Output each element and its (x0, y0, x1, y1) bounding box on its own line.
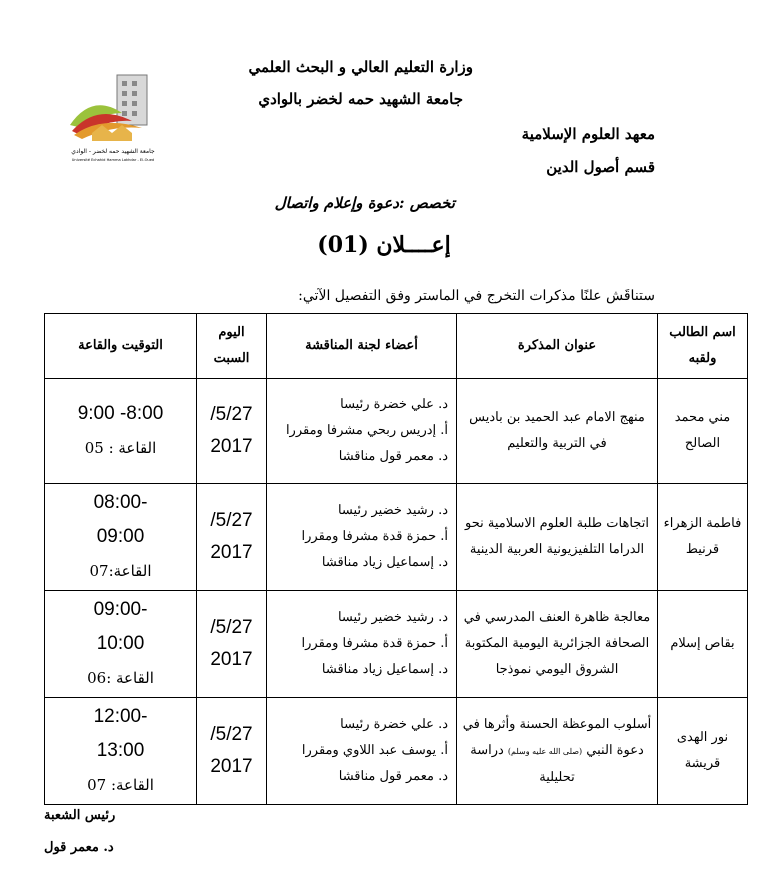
jury-members (267, 379, 457, 484)
time-and-room (45, 698, 197, 805)
university-logo-graphic (62, 73, 164, 168)
signature-name: د. معمر قول (44, 840, 114, 855)
jury-examiner: د. معمر قول مناقشا (338, 449, 448, 464)
student-name: فاطمة الزهراء قرنيط (658, 484, 748, 591)
time-end: 10:00 (96, 633, 145, 654)
date-day-month: /5/27 (210, 617, 253, 638)
header-student: اسم الطالب ولقبه (658, 314, 748, 379)
header-day-label: اليوم (218, 325, 245, 340)
student-name: نور الهدى قريشة (658, 698, 748, 805)
date-day-month: /5/27 (210, 510, 253, 531)
jury-supervisor: أ. حمزة قدة مشرفا ومقررا (301, 636, 448, 651)
signature-role: رئيس الشعبة (44, 808, 116, 823)
header-time: التوقيت والقاعة (45, 314, 197, 379)
thesis-title: اتجاهات طلبة العلوم الاسلامية نحو الدراما التلفيزيونية العربية الدينية (457, 484, 658, 591)
jury-members (267, 698, 457, 805)
jury-members (267, 484, 457, 591)
room: القاعة :06 (87, 669, 154, 687)
time-end: 13:00 (96, 740, 145, 761)
student-name: بقاص إسلام (658, 591, 748, 698)
date-day-month: /5/27 (210, 724, 253, 745)
time-range: 9:00 -8:00 (77, 403, 164, 424)
announcement-title: إعــــلان (01) (317, 232, 451, 258)
jury-examiner: د. إسماعيل زياد مناقشا (321, 555, 448, 570)
table-header-row (45, 314, 748, 379)
jury-supervisor: أ. يوسف عبد اللاوي ومقررا (301, 743, 448, 758)
date-year: 2017 (210, 756, 253, 777)
announcement-intro: ستناقَش علنًا مذكرات التخرج في الماستر وفق التفصيل الآتي: (298, 288, 655, 304)
defense-date (197, 591, 267, 698)
defense-schedule-table (44, 313, 748, 805)
student-name: مني محمد الصالح (658, 379, 748, 484)
date-year: 2017 (210, 542, 253, 563)
specialty: تخصص :دعوة وإعلام واتصال (274, 194, 455, 212)
date-year: 2017 (210, 436, 253, 457)
jury-president: د. علي خضرة رئيسا (340, 397, 448, 412)
jury-supervisor: أ. حمزة قدة مشرفا ومقررا (301, 529, 448, 544)
jury-president: د. رشيد خضير رئيسا (337, 610, 448, 625)
thesis-title-part2: دراسة تحليلية (470, 742, 575, 785)
room: القاعة: 07 (87, 776, 154, 794)
header-day (197, 314, 267, 379)
table-row (45, 698, 748, 805)
thesis-title-part1: أسلوب الموعظة الحسنة وأثرها في دعوة النبي (462, 716, 652, 758)
thesis-title: معالجة ظاهرة العنف المدرسي في الصحافة الجزائرية اليومية المكتوبة الشروق اليومي نموذجا (457, 591, 658, 698)
jury-members (267, 591, 457, 698)
defense-date (197, 379, 267, 484)
time-and-room (45, 379, 197, 484)
date-day-month: /5/27 (210, 404, 253, 425)
time-start: -09:00 (93, 599, 148, 620)
table-row (45, 484, 748, 591)
header-thesis: عنوان المذكرة (457, 314, 658, 379)
room: القاعة : 05 (84, 439, 157, 457)
jury-examiner: د. إسماعيل زياد مناقشا (321, 662, 448, 677)
room: القاعة:07 (89, 562, 152, 580)
institute-name: معهد العلوم الإسلامية (521, 125, 655, 143)
logo-caption-fr: Université Echahid Hamma Lakhdar - El-Oued (71, 158, 155, 162)
university-logo (62, 73, 164, 168)
time-start: -08:00 (93, 492, 148, 513)
university-name: جامعة الشهيد حمه لخضر بالوادي (258, 90, 463, 108)
jury-supervisor: أ. إدريس ربحي مشرفا ومقررا (285, 423, 448, 438)
logo-caption-ar: جامعة الشهيد حمه لخضر - الوادي (71, 148, 155, 155)
thesis-title (457, 698, 658, 805)
thesis-salutation: (صلى الله عليه وسلم) (507, 746, 583, 756)
header-day-name: السبت (213, 351, 250, 366)
defense-date (197, 698, 267, 805)
department-name: قسم أصول الدين (546, 158, 655, 176)
table-row (45, 379, 748, 484)
jury-president: د. رشيد خضير رئيسا (337, 503, 448, 518)
defense-date (197, 484, 267, 591)
jury-president: د. علي خضرة رئيسا (340, 717, 448, 732)
time-and-room (45, 484, 197, 591)
time-and-room (45, 591, 197, 698)
date-year: 2017 (210, 649, 253, 670)
time-start: -12:00 (93, 706, 148, 727)
header-jury: أعضاء لجنة المناقشة (267, 314, 457, 379)
table-row (45, 591, 748, 698)
time-end: 09:00 (96, 526, 145, 547)
thesis-title: منهج الامام عبد الحميد بن باديس في التربية والتعليم (457, 379, 658, 484)
ministry-name: وزارة التعليم العالي و البحث العلمي (248, 58, 473, 76)
jury-examiner: د. معمر قول مناقشا (338, 769, 448, 784)
